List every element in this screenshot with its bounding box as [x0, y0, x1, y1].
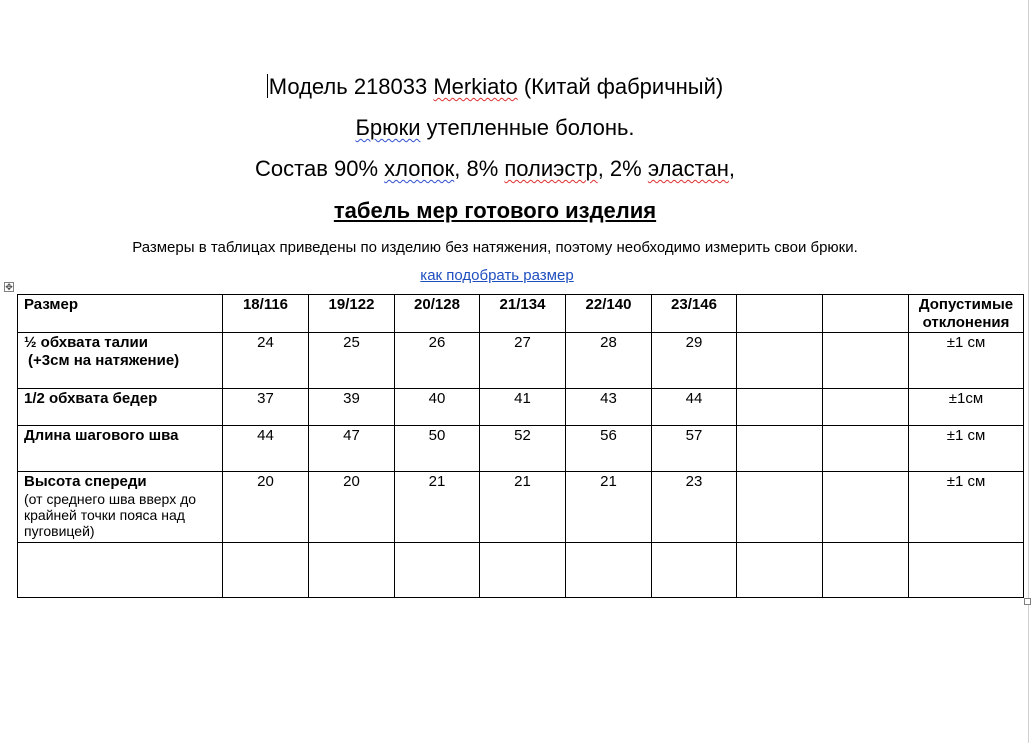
- header-label-cell: Размер: [18, 295, 223, 333]
- row-label: Высота спереди: [24, 473, 147, 490]
- link-line: [0, 267, 994, 284]
- empty-cell[interactable]: [223, 543, 309, 598]
- brand-name: Merkiato: [433, 74, 518, 99]
- value-cell: [737, 426, 823, 472]
- model-title-line: [0, 74, 990, 100]
- text-cursor: [267, 74, 268, 98]
- value-cell: [823, 426, 909, 472]
- tolerance-cell: ±1 см: [909, 426, 1024, 472]
- empty-cell[interactable]: [309, 543, 395, 598]
- value-cell: 20: [309, 472, 395, 543]
- row-label-cell: [18, 472, 223, 543]
- composition-elastane: эластан: [647, 156, 729, 181]
- value-cell: [737, 472, 823, 543]
- tolerance-header-cell: Допустимые отклонения: [909, 295, 1024, 333]
- value-cell: 52: [480, 426, 566, 472]
- empty-cell[interactable]: [652, 543, 737, 598]
- value-cell: 57: [652, 426, 737, 472]
- empty-cell[interactable]: [18, 543, 223, 598]
- empty-cell[interactable]: [737, 543, 823, 598]
- size-header-cell: 22/140: [566, 295, 652, 333]
- empty-cell[interactable]: [395, 543, 480, 598]
- size-header-cell: [823, 295, 909, 333]
- table-row: [18, 426, 1024, 472]
- size-header-cell: 21/134: [480, 295, 566, 333]
- product-name-line: [0, 115, 990, 141]
- product-word: Брюки: [355, 115, 421, 140]
- model-origin: (Китай фабричный): [517, 74, 724, 99]
- value-cell: [737, 333, 823, 389]
- value-cell: 28: [566, 333, 652, 389]
- resize-square-icon[interactable]: [1024, 598, 1031, 605]
- value-cell: [737, 389, 823, 426]
- value-cell: 43: [566, 389, 652, 426]
- tolerance-cell: ±1 см: [909, 472, 1024, 543]
- value-cell: 24: [223, 333, 309, 389]
- page-edge-line: [1028, 0, 1029, 743]
- how-to-choose-size-link[interactable]: как подобрать размер: [420, 267, 574, 284]
- composition-part-1: Состав 90%: [255, 156, 385, 181]
- model-prefix: Модель 218033: [268, 74, 434, 99]
- value-cell: 25: [309, 333, 395, 389]
- table-row: [18, 472, 1024, 543]
- value-cell: 29: [652, 333, 737, 389]
- table-header-row: [18, 295, 1024, 333]
- empty-cell[interactable]: [566, 543, 652, 598]
- table-row-empty: [18, 543, 1024, 598]
- value-cell: 44: [223, 426, 309, 472]
- value-cell: 26: [395, 333, 480, 389]
- value-cell: 40: [395, 389, 480, 426]
- row-label-cell: [18, 333, 223, 389]
- empty-cell[interactable]: [480, 543, 566, 598]
- product-rest: утепленные болонь.: [420, 115, 635, 140]
- value-cell: 47: [309, 426, 395, 472]
- size-header-cell: 18/116: [223, 295, 309, 333]
- value-cell: 50: [395, 426, 480, 472]
- composition-cotton: хлопок: [384, 156, 455, 181]
- size-header-cell: 23/146: [652, 295, 737, 333]
- row-label-cell: 1/2 обхвата бедер: [18, 389, 223, 426]
- value-cell: [823, 472, 909, 543]
- size-header-cell: 20/128: [395, 295, 480, 333]
- value-cell: 44: [652, 389, 737, 426]
- value-cell: 56: [566, 426, 652, 472]
- empty-cell[interactable]: [823, 543, 909, 598]
- row-label-subnote: (от среднего шва вверх до крайней точки пояса над пуговицей): [24, 491, 197, 539]
- value-cell: 21: [395, 472, 480, 543]
- size-header-cell: [737, 295, 823, 333]
- tolerance-cell: ±1 см: [909, 333, 1024, 389]
- empty-cell[interactable]: [909, 543, 1024, 598]
- move-arrows-icon[interactable]: ✥: [5, 282, 13, 292]
- table-row: [18, 389, 1024, 426]
- size-header-cell: 19/122: [309, 295, 395, 333]
- composition-line: [0, 156, 990, 182]
- measurement-note: Размеры в таблицах приведены по изделию без натяжения, поэтому необходимо измерить свои брюки.: [132, 239, 858, 256]
- value-cell: 21: [480, 472, 566, 543]
- composition-polyester: полиэстр: [504, 156, 598, 181]
- value-cell: [823, 389, 909, 426]
- composition-part-4: ,: [728, 156, 735, 181]
- value-cell: 39: [309, 389, 395, 426]
- row-label: ½ обхвата талии: [24, 334, 148, 351]
- value-cell: 37: [223, 389, 309, 426]
- value-cell: 21: [566, 472, 652, 543]
- row-label-cell: Длина шагового шва: [18, 426, 223, 472]
- size-table: [17, 294, 1024, 598]
- composition-part-3: , 2%: [597, 156, 648, 181]
- value-cell: 41: [480, 389, 566, 426]
- value-cell: 27: [480, 333, 566, 389]
- value-cell: [823, 333, 909, 389]
- composition-part-2: , 8%: [454, 156, 505, 181]
- size-chart-title: табель мер готового изделия: [333, 198, 657, 223]
- value-cell: 20: [223, 472, 309, 543]
- tolerance-cell: ±1см: [909, 389, 1024, 426]
- row-label-note: (+3см на натяжение): [28, 352, 180, 369]
- value-cell: 23: [652, 472, 737, 543]
- table-row: [18, 333, 1024, 389]
